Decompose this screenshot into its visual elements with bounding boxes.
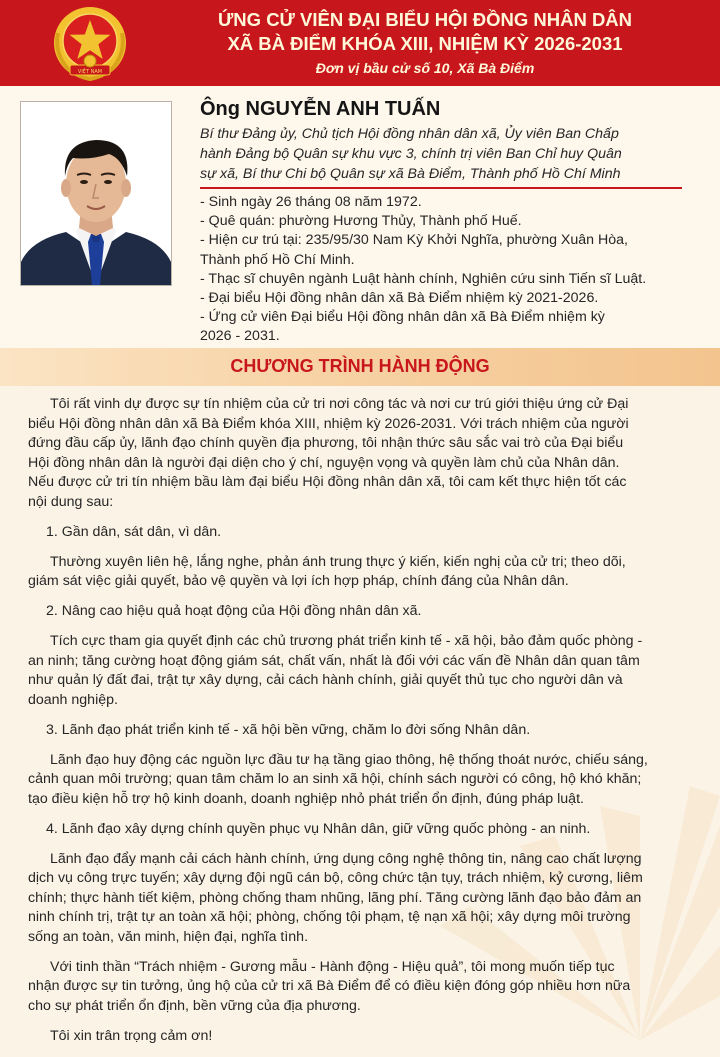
commitment-1: 1. Gần dân, sát dân, vì dân. bbox=[46, 523, 222, 540]
emblem-ribbon-text: VIỆT NAM bbox=[77, 69, 103, 75]
candidate-name: Ông NGUYỄN ANH TUẤN bbox=[200, 98, 441, 120]
text-line: Hội đồng nhân dân là người đại diện cho ý chí, nguyện vọng và quyền làm chủ của Nhân dân. bbox=[28, 454, 620, 471]
text-line: Với tinh thần “Trách nhiệm - Gương mẫu - Hành động - Hiệu quả”, tôi mong muốn tiếp tục bbox=[50, 958, 615, 975]
text-line: Tôi xin trân trọng cảm ơn! bbox=[50, 1027, 213, 1044]
text-line: chính; thực hành tiết kiệm, phòng chống tham nhũng, lãng phí. Tăng cường lãnh đạo bảo đảm an bbox=[28, 889, 642, 906]
text-line: Lãnh đạo huy động các nguồn lực đầu tư hạ tầng giao thông, hệ thống thoát nước, chiếu sáng, bbox=[50, 751, 648, 768]
commitment-1-detail bbox=[28, 553, 702, 592]
text-line: cho sự phát triển ổn định, bền vững của địa phương. bbox=[28, 997, 361, 1014]
text-line: Nếu được cử tri tín nhiệm bầu làm đại biểu Hội đồng nhân dân xã, tôi cam kết thực hiện tốt các bbox=[28, 474, 627, 490]
divider-line bbox=[200, 187, 682, 189]
candidate-positions bbox=[200, 124, 670, 184]
position-line: hành Đảng bộ Quân sự khu vực 3, chính trị viên Ban Chỉ huy Quân bbox=[200, 146, 622, 162]
text-line: như quản lý đất đai, trật tự xây dựng, cải cách hành chính, giải quyết thủ tục cho người dân và bbox=[28, 672, 623, 688]
national-emblem-icon bbox=[50, 3, 130, 83]
text-line: tạo điều kiện hỗ trợ hộ kinh doanh, doanh nghiệp nhỏ phát triển ổn định, đúng pháp luật. bbox=[28, 790, 584, 807]
commitment-4: 4. Lãnh đạo xây dựng chính quyền phục vụ Nhân dân, giữ vững quốc phòng - an ninh. bbox=[46, 820, 591, 837]
portrait-illustration bbox=[21, 102, 171, 285]
candidate-portrait bbox=[20, 101, 172, 286]
text-line: giám sát việc giải quyết, bảo vệ quyền và lợi ích hợp pháp, chính đáng của Nhân dân. bbox=[28, 573, 569, 589]
electoral-unit: Đơn vị bầu cử số 10, Xã Bà Điểm bbox=[315, 60, 535, 76]
commitment-3: 3. Lãnh đạo phát triển kinh tế - xã hội bền vững, chăm lo đời sống Nhân dân. bbox=[46, 721, 531, 738]
header-banner bbox=[0, 0, 720, 86]
position-line: sự xã, Bí thư Chi bộ Quân sự xã Bà Điểm, Thành phố Hồ Chí Minh bbox=[200, 166, 621, 182]
header-title-line-1: ỨNG CỬ VIÊN ĐẠI BIỂU HỘI ĐỒNG NHÂN DÂN bbox=[217, 9, 633, 30]
bio-line: Thành phố Hồ Chí Minh. bbox=[200, 251, 355, 268]
text-line: Thường xuyên liên hệ, lắng nghe, phản ánh trung thực ý kiến, kiến nghị của cử tri; theo dõi, bbox=[50, 553, 626, 570]
position-line: Bí thư Đảng ủy, Chủ tịch Hội đồng nhân dân xã, Ủy viên Ban Chấp bbox=[200, 126, 619, 142]
bio-line: - Đại biểu Hội đồng nhân dân xã Bà Điểm nhiệm kỳ 2021-2026. bbox=[200, 290, 599, 307]
commitment-3-detail bbox=[28, 751, 702, 810]
closing-paragraph bbox=[28, 958, 702, 1017]
bio-line: - Hiện cư trú tại: 235/95/30 Nam Kỳ Khởi Nghĩa, phường Xuân Hòa, bbox=[200, 232, 628, 249]
bio-line: - Ứng cử viên Đại biểu Hội đồng nhân dân xã Bà Điểm nhiệm kỳ bbox=[200, 309, 605, 326]
text-line: Tôi rất vinh dự được sự tín nhiệm của cử tri nơi công tác và nơi cư trú giới thiệu ứng cử Đại bbox=[50, 396, 629, 412]
text-line: Lãnh đạo đẩy mạnh cải cách hành chính, ứng dụng công nghệ thông tin, nâng cao chất lượng bbox=[50, 850, 642, 867]
text-line: sống an toàn, văn minh, hiện đại, nghĩa tình. bbox=[28, 928, 309, 945]
bio-line: - Quê quán: phường Hương Thủy, Thành phố Huế. bbox=[200, 213, 522, 230]
text-line: cảnh quan môi trường; quan tâm chăm lo an sinh xã hội, chính sách người có công, hộ khó khăn; bbox=[28, 771, 642, 787]
text-line: nhận được sự tin tưởng, ủng hộ của cử tri xã Bà Điểm để có điều kiện đóng góp nhiều hơn nữa bbox=[28, 978, 631, 994]
commitment-2-detail bbox=[28, 632, 702, 710]
text-line: dịch vụ công trực tuyến; xây dựng đội ngũ cán bộ, công chức tận tụy, trách nhiệm, kỷ cương, liêm bbox=[28, 870, 643, 886]
commitment-4-detail bbox=[28, 850, 702, 948]
commitment-2: 2. Nâng cao hiệu quả hoạt động của Hội đồng nhân dân xã. bbox=[46, 603, 422, 619]
text-line: ninh chính trị, trật tự an toàn xã hội; phòng, chống tội phạm, tệ nạn xã hội; xây dựng môi trường bbox=[28, 909, 631, 925]
bio-line: 2026 - 2031. bbox=[200, 328, 280, 345]
text-line: doanh nghiệp. bbox=[28, 691, 118, 708]
bio-line: - Thạc sĩ chuyên ngành Luật hành chính, Nghiên cứu sinh Tiến sĩ Luật. bbox=[200, 270, 647, 287]
candidate-bio bbox=[200, 193, 700, 347]
text-line: biểu Hội đồng nhân dân xã Bà Điểm khóa XIII, nhiệm kỳ 2026-2031. Với trách nhiệm của người bbox=[28, 415, 629, 432]
program-body bbox=[28, 386, 702, 1057]
text-line: an ninh; tăng cường hoạt động giám sát, chất vấn, nhất là đối với các vấn đề Nhân dân quan tâm bbox=[28, 652, 640, 669]
header-title-line-2: XÃ BÀ ĐIỂM KHÓA XIII, NHIỆM KỲ 2026-2031 bbox=[227, 33, 623, 54]
thanks-line bbox=[28, 1027, 702, 1047]
section-title: CHƯƠNG TRÌNH HÀNH ĐỘNG bbox=[230, 356, 490, 376]
intro-paragraph bbox=[28, 395, 702, 512]
text-line: Tích cực tham gia quyết định các chủ trương phát triển kinh tế - xã hội, bảo đảm quốc phòng - bbox=[50, 633, 643, 649]
text-line: nội dung sau: bbox=[28, 493, 114, 510]
text-line: đứng đầu cấp ủy, lãnh đạo chính quyền địa phương, tôi nhận thức sâu sắc vai trò của Đại biểu bbox=[28, 435, 624, 451]
bio-line: - Sinh ngày 26 tháng 08 năm 1972. bbox=[200, 194, 422, 210]
